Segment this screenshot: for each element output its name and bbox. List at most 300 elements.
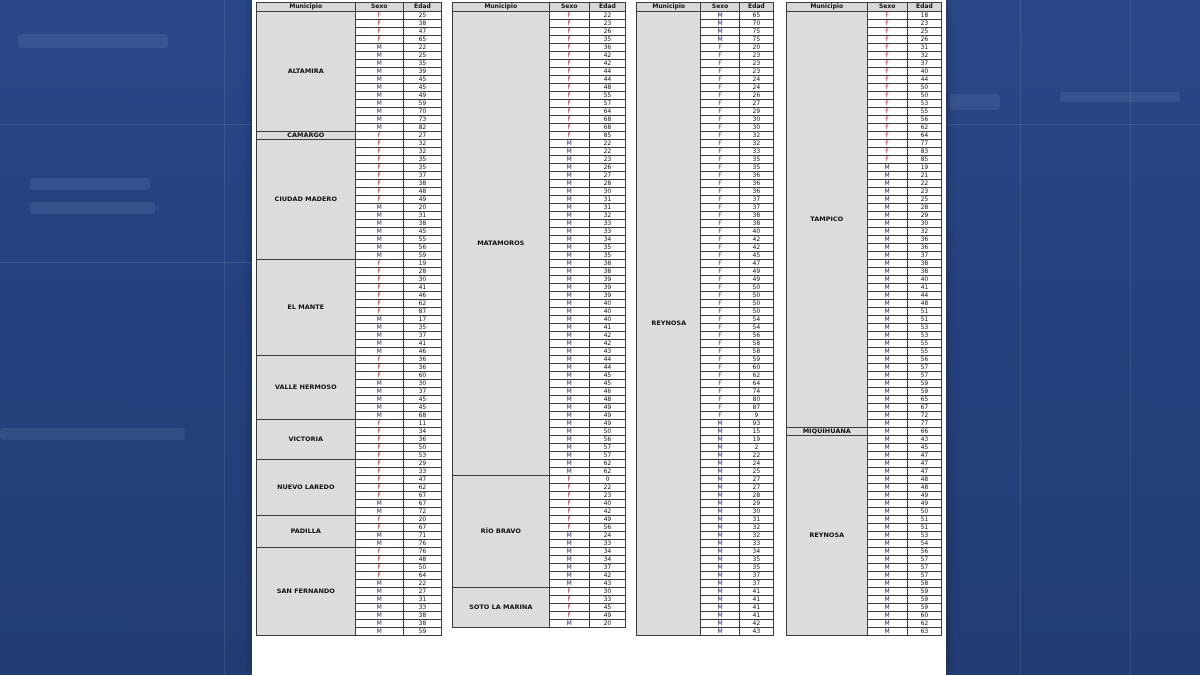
sexo-cell: M <box>355 332 403 340</box>
table-row <box>787 428 942 436</box>
sexo-cell: M <box>355 252 403 260</box>
edad-cell: 31 <box>739 516 773 524</box>
sexo-cell: M <box>355 580 403 588</box>
sexo-cell: F <box>355 548 403 556</box>
edad-cell: 42 <box>589 332 625 340</box>
sexo-cell: F <box>867 68 907 76</box>
edad-cell: 22 <box>589 12 625 20</box>
edad-cell: 56 <box>907 116 941 124</box>
edad-cell: 39 <box>403 68 441 76</box>
edad-cell: 65 <box>739 12 773 20</box>
sexo-cell: M <box>355 388 403 396</box>
edad-cell: 31 <box>907 44 941 52</box>
edad-cell: 9 <box>739 412 773 420</box>
edad-cell: 44 <box>589 364 625 372</box>
edad-cell: 59 <box>739 356 773 364</box>
edad-cell: 93 <box>739 420 773 428</box>
sexo-cell: M <box>867 284 907 292</box>
sexo-cell: M <box>549 300 589 308</box>
edad-cell: 23 <box>739 52 773 60</box>
sexo-cell: F <box>701 196 739 204</box>
sexo-cell: M <box>867 436 907 444</box>
sexo-cell: M <box>549 164 589 172</box>
sexo-cell: M <box>549 460 589 468</box>
edad-cell: 47 <box>907 452 941 460</box>
edad-cell: 29 <box>403 460 441 468</box>
sexo-cell: F <box>701 164 739 172</box>
sexo-cell: M <box>701 492 739 500</box>
edad-cell: 57 <box>907 572 941 580</box>
edad-cell: 55 <box>907 348 941 356</box>
edad-cell: 38 <box>403 220 441 228</box>
edad-cell: 30 <box>739 124 773 132</box>
sexo-cell: F <box>355 148 403 156</box>
sexo-cell: M <box>355 340 403 348</box>
sexo-cell: M <box>701 460 739 468</box>
sexo-cell: F <box>701 236 739 244</box>
edad-cell: 64 <box>907 132 941 140</box>
sexo-cell: M <box>867 540 907 548</box>
edad-cell: 31 <box>589 196 625 204</box>
sexo-cell: F <box>355 460 403 468</box>
sexo-cell: M <box>867 164 907 172</box>
edad-cell: 22 <box>589 140 625 148</box>
edad-cell: 56 <box>403 244 441 252</box>
sexo-cell: M <box>549 540 589 548</box>
edad-cell: 28 <box>907 204 941 212</box>
edad-cell: 35 <box>739 564 773 572</box>
sexo-cell: F <box>867 36 907 44</box>
edad-cell: 32 <box>739 524 773 532</box>
sexo-cell: M <box>355 412 403 420</box>
edad-cell: 33 <box>589 228 625 236</box>
sexo-cell: M <box>701 580 739 588</box>
sexo-cell: M <box>549 348 589 356</box>
edad-cell: 38 <box>739 220 773 228</box>
sexo-cell: F <box>701 244 739 252</box>
edad-cell: 32 <box>589 212 625 220</box>
sexo-cell: M <box>549 452 589 460</box>
edad-cell: 59 <box>907 588 941 596</box>
sexo-cell: M <box>549 340 589 348</box>
table-row <box>787 12 942 20</box>
edad-cell: 50 <box>907 92 941 100</box>
table-row <box>257 420 442 428</box>
municipio-cell: SAN FERNANDO <box>257 548 356 636</box>
sexo-cell: F <box>549 60 589 68</box>
edad-cell: 82 <box>403 124 441 132</box>
municipio-cell: NUEVO LAREDO <box>257 460 356 516</box>
edad-cell: 68 <box>403 412 441 420</box>
edad-cell: 45 <box>403 404 441 412</box>
sexo-cell: M <box>355 500 403 508</box>
sexo-cell: F <box>701 292 739 300</box>
sexo-cell: M <box>549 388 589 396</box>
sexo-cell: M <box>701 612 739 620</box>
sexo-cell: F <box>701 52 739 60</box>
sexo-cell: F <box>549 68 589 76</box>
edad-cell: 62 <box>589 460 625 468</box>
sexo-cell: M <box>549 172 589 180</box>
sexo-cell: M <box>867 172 907 180</box>
sexo-cell: M <box>701 524 739 532</box>
sexo-cell: F <box>701 188 739 196</box>
edad-cell: 49 <box>589 612 625 620</box>
edad-cell: 57 <box>589 100 625 108</box>
edad-cell: 48 <box>589 396 625 404</box>
sexo-cell: M <box>867 372 907 380</box>
sexo-cell: F <box>355 436 403 444</box>
sexo-cell: F <box>355 420 403 428</box>
sexo-cell: F <box>701 332 739 340</box>
bg-blurred-text-1 <box>30 178 150 190</box>
sexo-cell: M <box>549 284 589 292</box>
edad-cell: 28 <box>403 268 441 276</box>
header-municipio: Municipio <box>637 3 701 12</box>
sexo-cell: F <box>867 116 907 124</box>
edad-cell: 26 <box>589 164 625 172</box>
edad-cell: 59 <box>907 596 941 604</box>
sexo-cell: F <box>355 356 403 364</box>
sexo-cell: M <box>867 604 907 612</box>
sexo-cell: F <box>867 76 907 84</box>
edad-cell: 57 <box>907 364 941 372</box>
edad-cell: 62 <box>403 300 441 308</box>
municipio-cell: PADILLA <box>257 516 356 548</box>
header-sexo: Sexo <box>549 3 589 12</box>
edad-cell: 40 <box>907 68 941 76</box>
edad-cell: 22 <box>739 452 773 460</box>
municipio-cell: VICTORIA <box>257 420 356 460</box>
header-edad: Edad <box>403 3 441 12</box>
header-municipio: Municipio <box>257 3 356 12</box>
sexo-cell: M <box>549 356 589 364</box>
edad-cell: 50 <box>739 284 773 292</box>
sexo-cell: F <box>355 468 403 476</box>
edad-cell: 23 <box>589 20 625 28</box>
sexo-cell: F <box>701 300 739 308</box>
sexo-cell: M <box>549 564 589 572</box>
sexo-cell: M <box>867 316 907 324</box>
municipio-cell: TAMPICO <box>787 12 868 428</box>
sexo-cell: M <box>549 420 589 428</box>
sexo-cell: M <box>549 404 589 412</box>
edad-cell: 41 <box>739 604 773 612</box>
sexo-cell: F <box>867 132 907 140</box>
sexo-cell: M <box>355 540 403 548</box>
edad-cell: 35 <box>589 36 625 44</box>
sexo-cell: M <box>867 412 907 420</box>
edad-cell: 32 <box>739 140 773 148</box>
edad-cell: 50 <box>403 444 441 452</box>
bg-blurred-text-5 <box>950 94 1000 110</box>
sexo-cell: F <box>701 316 739 324</box>
municipio-cell: CAMARGO <box>257 132 356 140</box>
edad-cell: 32 <box>907 52 941 60</box>
sexo-cell: F <box>701 324 739 332</box>
sexo-cell: F <box>701 60 739 68</box>
sexo-cell: M <box>549 148 589 156</box>
sexo-cell: M <box>867 524 907 532</box>
sexo-cell: F <box>549 36 589 44</box>
edad-cell: 46 <box>589 388 625 396</box>
sexo-cell: M <box>867 588 907 596</box>
sexo-cell: M <box>701 628 739 636</box>
edad-cell: 41 <box>739 612 773 620</box>
sexo-cell: M <box>549 580 589 588</box>
sexo-cell: M <box>549 220 589 228</box>
sexo-cell: F <box>701 364 739 372</box>
edad-cell: 67 <box>403 524 441 532</box>
edad-cell: 44 <box>589 356 625 364</box>
sexo-cell: F <box>867 108 907 116</box>
edad-cell: 46 <box>403 348 441 356</box>
sexo-cell: M <box>549 316 589 324</box>
edad-cell: 87 <box>403 308 441 316</box>
edad-cell: 51 <box>907 516 941 524</box>
sexo-cell: F <box>355 364 403 372</box>
edad-cell: 30 <box>907 220 941 228</box>
edad-cell: 47 <box>739 260 773 268</box>
sexo-cell: M <box>867 500 907 508</box>
sexo-cell: F <box>701 388 739 396</box>
edad-cell: 32 <box>403 148 441 156</box>
table-row <box>637 12 774 20</box>
bg-line-3 <box>224 0 225 675</box>
edad-cell: 23 <box>589 492 625 500</box>
edad-cell: 41 <box>403 340 441 348</box>
header-edad: Edad <box>739 3 773 12</box>
sexo-cell: M <box>549 444 589 452</box>
sexo-cell: M <box>549 412 589 420</box>
edad-cell: 26 <box>907 36 941 44</box>
edad-cell: 32 <box>739 132 773 140</box>
edad-cell: 39 <box>589 284 625 292</box>
bg-line-5 <box>1020 0 1021 675</box>
sexo-cell: M <box>867 580 907 588</box>
sexo-cell: F <box>867 124 907 132</box>
edad-cell: 18 <box>907 12 941 20</box>
edad-cell: 17 <box>403 316 441 324</box>
edad-cell: 20 <box>403 516 441 524</box>
edad-cell: 37 <box>403 172 441 180</box>
edad-cell: 37 <box>739 580 773 588</box>
edad-cell: 62 <box>739 372 773 380</box>
edad-cell: 38 <box>907 268 941 276</box>
edad-cell: 72 <box>403 508 441 516</box>
edad-cell: 46 <box>403 292 441 300</box>
sexo-cell: M <box>355 100 403 108</box>
municipio-cell: SOTO LA MARINA <box>453 588 550 628</box>
edad-cell: 37 <box>739 196 773 204</box>
sexo-cell: M <box>701 508 739 516</box>
edad-cell: 27 <box>739 100 773 108</box>
edad-cell: 56 <box>739 332 773 340</box>
edad-cell: 30 <box>589 188 625 196</box>
sexo-cell: F <box>867 60 907 68</box>
sexo-cell: M <box>355 212 403 220</box>
sexo-cell: F <box>549 508 589 516</box>
sexo-cell: M <box>355 620 403 628</box>
sexo-cell: M <box>701 420 739 428</box>
sexo-cell: M <box>867 476 907 484</box>
edad-cell: 30 <box>739 116 773 124</box>
sexo-cell: F <box>867 100 907 108</box>
sexo-cell: M <box>701 428 739 436</box>
edad-cell: 36 <box>403 436 441 444</box>
header-municipio: Municipio <box>787 3 868 12</box>
sexo-cell: M <box>549 396 589 404</box>
edad-cell: 75 <box>739 36 773 44</box>
header-sexo: Sexo <box>701 3 739 12</box>
edad-cell: 49 <box>739 268 773 276</box>
edad-cell: 37 <box>739 572 773 580</box>
edad-cell: 42 <box>589 52 625 60</box>
sexo-cell: F <box>355 524 403 532</box>
edad-cell: 47 <box>403 28 441 36</box>
edad-cell: 50 <box>907 508 941 516</box>
edad-cell: 34 <box>589 236 625 244</box>
sexo-cell: F <box>701 76 739 84</box>
sexo-cell: M <box>355 236 403 244</box>
sexo-cell: F <box>701 68 739 76</box>
sexo-cell: M <box>355 404 403 412</box>
sexo-cell: M <box>701 444 739 452</box>
sexo-cell: F <box>549 596 589 604</box>
data-table-2 <box>452 2 626 628</box>
sexo-cell: M <box>549 244 589 252</box>
edad-cell: 35 <box>589 244 625 252</box>
bg-line-2 <box>0 262 252 263</box>
sexo-cell: M <box>549 180 589 188</box>
sexo-cell: M <box>867 388 907 396</box>
header-edad: Edad <box>589 3 625 12</box>
edad-cell: 40 <box>589 316 625 324</box>
edad-cell: 35 <box>739 556 773 564</box>
edad-cell: 53 <box>907 100 941 108</box>
sexo-cell: F <box>867 28 907 36</box>
edad-cell: 25 <box>403 12 441 20</box>
table-row <box>257 140 442 148</box>
edad-cell: 64 <box>589 108 625 116</box>
edad-cell: 23 <box>589 156 625 164</box>
edad-cell: 38 <box>403 612 441 620</box>
sexo-cell: M <box>867 292 907 300</box>
edad-cell: 38 <box>403 20 441 28</box>
edad-cell: 31 <box>403 596 441 604</box>
edad-cell: 45 <box>589 372 625 380</box>
sexo-cell: M <box>867 396 907 404</box>
edad-cell: 48 <box>589 84 625 92</box>
sexo-cell: M <box>549 236 589 244</box>
edad-cell: 49 <box>403 196 441 204</box>
sexo-cell: M <box>355 76 403 84</box>
sexo-cell: M <box>867 268 907 276</box>
edad-cell: 29 <box>739 500 773 508</box>
sexo-cell: M <box>355 588 403 596</box>
edad-cell: 57 <box>907 564 941 572</box>
edad-cell: 56 <box>589 436 625 444</box>
edad-cell: 62 <box>907 124 941 132</box>
edad-cell: 38 <box>589 268 625 276</box>
municipio-cell: RÍO BRAVO <box>453 476 550 588</box>
edad-cell: 35 <box>403 164 441 172</box>
municipio-cell: EL MANTE <box>257 260 356 356</box>
edad-cell: 27 <box>739 476 773 484</box>
edad-cell: 77 <box>907 140 941 148</box>
sexo-cell: F <box>549 12 589 20</box>
edad-cell: 60 <box>739 364 773 372</box>
edad-cell: 57 <box>907 556 941 564</box>
edad-cell: 47 <box>907 460 941 468</box>
edad-cell: 51 <box>907 316 941 324</box>
edad-cell: 36 <box>907 244 941 252</box>
edad-cell: 45 <box>589 604 625 612</box>
edad-cell: 23 <box>739 60 773 68</box>
sexo-cell: M <box>549 212 589 220</box>
edad-cell: 60 <box>403 372 441 380</box>
sexo-cell: F <box>701 212 739 220</box>
edad-cell: 45 <box>907 444 941 452</box>
sexo-cell: M <box>549 204 589 212</box>
sexo-cell: M <box>701 572 739 580</box>
edad-cell: 19 <box>907 164 941 172</box>
edad-cell: 77 <box>907 420 941 428</box>
sexo-cell: F <box>701 372 739 380</box>
edad-cell: 26 <box>739 92 773 100</box>
sexo-cell: M <box>549 196 589 204</box>
edad-cell: 44 <box>589 68 625 76</box>
sexo-cell: M <box>355 84 403 92</box>
edad-cell: 40 <box>589 308 625 316</box>
edad-cell: 20 <box>403 204 441 212</box>
sexo-cell: F <box>701 396 739 404</box>
edad-cell: 29 <box>907 212 941 220</box>
sexo-cell: F <box>355 164 403 172</box>
sexo-cell: M <box>701 12 739 20</box>
sexo-cell: M <box>701 436 739 444</box>
sexo-cell: M <box>549 260 589 268</box>
edad-cell: 57 <box>907 372 941 380</box>
edad-cell: 59 <box>907 388 941 396</box>
sexo-cell: M <box>867 548 907 556</box>
sexo-cell: M <box>867 308 907 316</box>
sexo-cell: F <box>701 284 739 292</box>
sexo-cell: M <box>355 628 403 636</box>
sexo-cell: M <box>867 516 907 524</box>
sexo-cell: M <box>701 604 739 612</box>
sexo-cell: F <box>355 372 403 380</box>
document-sheet <box>252 0 946 675</box>
municipio-cell: VALLE HERMOSO <box>257 356 356 420</box>
sexo-cell: F <box>701 204 739 212</box>
sexo-cell: F <box>867 52 907 60</box>
edad-cell: 60 <box>907 612 941 620</box>
bg-blurred-text-4 <box>1060 92 1180 102</box>
sexo-cell: F <box>701 148 739 156</box>
edad-cell: 58 <box>739 340 773 348</box>
sexo-cell: M <box>355 596 403 604</box>
edad-cell: 83 <box>907 148 941 156</box>
edad-cell: 40 <box>589 500 625 508</box>
sexo-cell: M <box>549 188 589 196</box>
edad-cell: 43 <box>739 628 773 636</box>
edad-cell: 42 <box>589 60 625 68</box>
edad-cell: 35 <box>403 324 441 332</box>
sexo-cell: M <box>355 604 403 612</box>
sexo-cell: F <box>355 556 403 564</box>
edad-cell: 30 <box>739 508 773 516</box>
